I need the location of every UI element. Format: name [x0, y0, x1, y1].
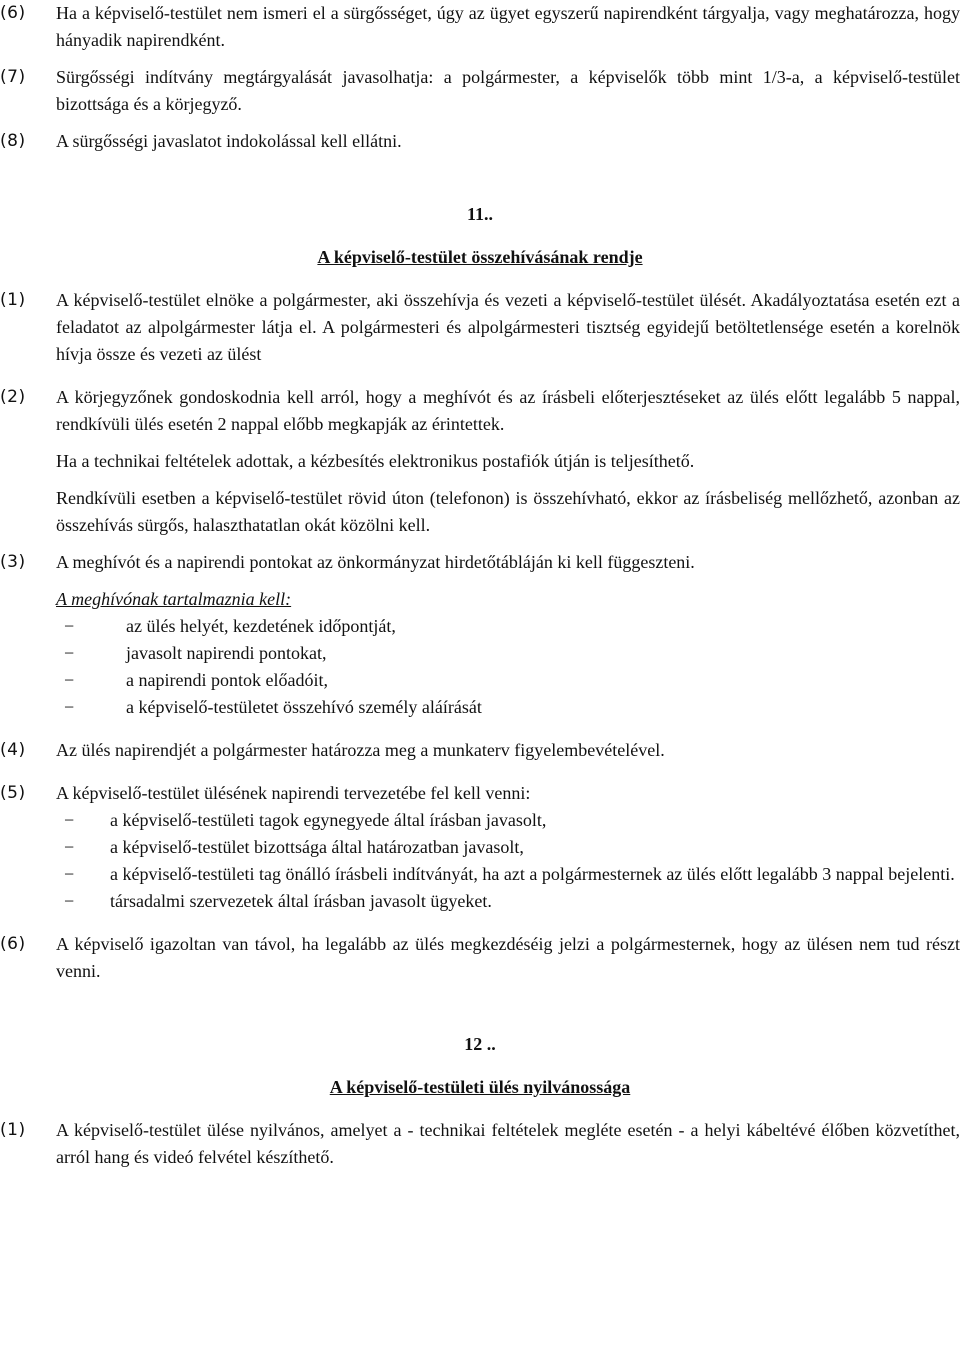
section-11-title: A képviselő-testület összehívásának rendje [317, 247, 643, 267]
paragraph-7-top [0, 64, 960, 118]
paragraph-text: A képviselő-testület elnöke a polgármester, aki összehívja és vezeti a képviselő-testület ülését. Akadályoztatása esetén ezt a feladatot az alpolgármester látja el. A polgármesteri és alpolgármesteri tisztség egyidejű betöltetlensége esetén a korelnök hívja össze és vezeti az ülést [56, 290, 960, 364]
section-12-title: A képviselő-testületi ülés nyilvánossága [329, 1077, 631, 1097]
invitation-contents-list [0, 613, 960, 721]
paragraph-number: (5) [0, 783, 26, 803]
dash-bullet-icon: − [64, 891, 75, 911]
list-item [56, 834, 960, 861]
agenda-items-list [0, 807, 960, 915]
list-item [56, 807, 960, 834]
section-12-paragraph-1 [0, 1117, 960, 1171]
invitation-contents-intro-text: A meghívónak tartalmaznia kell: [56, 589, 292, 609]
list-item [56, 613, 960, 640]
paragraph-text: A meghívót és a napirendi pontokat az önkormányzat hirdetőtábláján ki kell függeszteni. [56, 552, 695, 572]
paragraph-text: A képviselő-testület ülésének napirendi tervezetébe fel kell venni: [56, 783, 531, 803]
section-11-paragraph-2-sub-2: Rendkívüli esetben a képviselő-testület rövid úton (telefonon) is összehívható, ekkor az írásbeliség mellőzhető, azonban az összehívás sürgős, halaszthatatlan okát közölni kell. [56, 488, 960, 535]
paragraph-number: (8) [0, 131, 26, 151]
paragraph-number: (1) [0, 290, 26, 310]
dash-bullet-icon: − [64, 616, 75, 636]
paragraph-6-top [0, 0, 960, 54]
list-item-text: a képviselő-testületet összehívó személy aláírását [126, 697, 482, 717]
list-item-text: társadalmi szervezetek által írásban javasolt ügyeket. [110, 891, 492, 911]
paragraph-text: A képviselő-testület ülése nyilvános, amelyet a - technikai feltételek megléte esetén - a helyi kábeltévé élőben közvetíthet, arról hang és videó felvétel készíthető. [56, 1120, 960, 1167]
section-11-paragraph-4 [0, 737, 960, 764]
dash-bullet-icon: − [64, 697, 75, 717]
list-item [56, 888, 960, 915]
dash-bullet-icon: − [64, 670, 75, 690]
dash-bullet-icon: − [64, 864, 75, 884]
section-11-paragraph-2-sub-1: Ha a technikai feltételek adottak, a kézbesítés elektronikus postafiók útján is teljesíthető. [56, 451, 695, 471]
section-11-paragraph-6 [0, 931, 960, 985]
dash-bullet-icon: − [64, 643, 75, 663]
list-item-text: a képviselő-testületi tag önálló írásbeli indítványát, ha azt a polgármesternek az ülés előtt legalább 3 nappal bejelenti. [110, 864, 955, 884]
list-item-text: az ülés helyét, kezdetének időpontját, [126, 616, 396, 636]
list-item-text: a képviselő-testület bizottsága által határozatban javasolt, [110, 837, 524, 857]
paragraph-text: Az ülés napirendjét a polgármester határozza meg a munkaterv figyelembevételével. [56, 740, 665, 760]
dash-bullet-icon: − [64, 837, 75, 857]
section-11-paragraph-1 [0, 287, 960, 368]
paragraph-text: Sürgősségi indítvány megtárgyalását javasolhatja: a polgármester, a képviselők több mint 1/3-a, a képviselő-testület bizottsága és a körjegyző. [56, 67, 960, 114]
paragraph-number: (6) [0, 3, 26, 23]
paragraph-text: A körjegyzőnek gondoskodnia kell arról, hogy a meghívót és az írásbeli előterjesztéseket az ülés előtt legalább 5 nappal, rendkívüli ülés esetén 2 nappal előbb megkapják az érintettek. [56, 387, 960, 434]
list-item [56, 861, 960, 888]
dash-bullet-icon: − [64, 810, 75, 830]
paragraph-text: A sürgősségi javaslatot indokolással kell ellátni. [56, 131, 402, 151]
paragraph-number: (2) [0, 387, 26, 407]
list-item-text: javasolt napirendi pontokat, [126, 643, 327, 663]
list-item [56, 694, 960, 721]
paragraph-text: Ha a képviselő-testület nem ismeri el a sürgősséget, úgy az ügyet egyszerű napirendként tárgyalja, vagy meghatározza, hogy hányadik napirendként. [56, 3, 960, 50]
section-11-number: 11.. [466, 204, 493, 224]
list-item-text: a napirendi pontok előadóit, [126, 670, 328, 690]
paragraph-number: (4) [0, 740, 26, 760]
list-item [56, 640, 960, 667]
paragraph-number: (6) [0, 934, 26, 954]
paragraph-number: (7) [0, 67, 26, 87]
invitation-contents-intro [56, 586, 960, 613]
paragraph-8-top [0, 128, 960, 155]
paragraph-text: A képviselő igazoltan van távol, ha legalább az ülés megkezdéséig jelzi a polgármesternek, hogy az ülésen nem tud részt venni. [56, 934, 960, 981]
paragraph-number: (3) [0, 552, 26, 572]
list-item-text: a képviselő-testületi tagok egynegyede által írásban javasolt, [110, 810, 547, 830]
list-item [56, 667, 960, 694]
section-11-paragraph-3 [0, 549, 960, 576]
section-11-paragraph-2 [0, 384, 960, 438]
section-12-number: 12 .. [464, 1034, 496, 1054]
section-11-paragraph-5 [0, 780, 960, 807]
paragraph-number: (1) [0, 1120, 26, 1140]
